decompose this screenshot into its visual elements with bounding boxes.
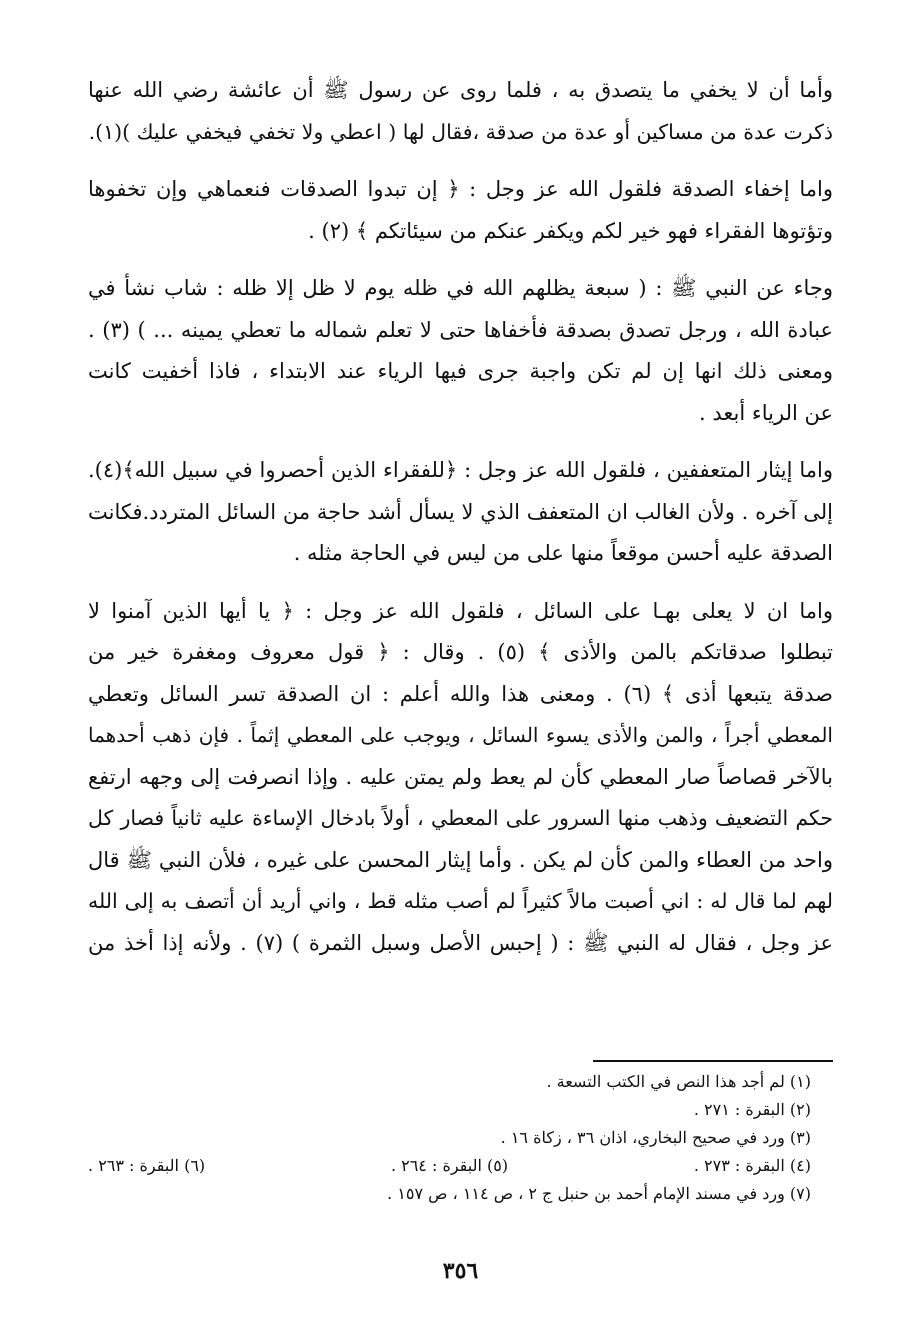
footnote-1: (١) لم أجد هذا النص في الكتب التسعة . bbox=[546, 1072, 811, 1091]
text-line: وتؤتوها الفقراء فهو خير لكم ويكفر عنكم من سيئاتكم ﴾ (٢) . bbox=[308, 218, 833, 243]
paragraph-3 bbox=[88, 268, 833, 434]
text-line: وجاء عن النبي ﷺ : ( سبعة يظلهم الله في ظله يوم لا ظل إلا ظله : شاب نشأ في bbox=[88, 276, 833, 300]
text-line: المعطي أجراً ، والمن والأذى يسوء السائل ، ويوجب على المعطي إثماً . فإن ذهب أحدهما bbox=[88, 723, 833, 747]
main-text bbox=[88, 70, 833, 980]
text-line: ذكرت عدة من مساكين أو عدة من صدقة ،فقال لها ( اعطي ولا تخفي فيخفي عليك )(١). bbox=[88, 119, 833, 144]
text-line: إلى آخره . ولأن الغالب ان المتعفف الذي لا يسأل أشد حاجة من السائل المتردد.فكانت bbox=[88, 499, 833, 524]
text-line: واحد من العطاء والمن كأن لم يكن . وأما إيثار المحسن على غيره ، فلأن النبي ﷺ قال bbox=[88, 847, 833, 872]
text-line: واما إخفاء الصدقة فلقول الله عز وجل : ﴿ إن تبدوا الصدقات فنعماهي وإن تخفوها bbox=[88, 177, 833, 201]
footnote-divider bbox=[593, 1060, 833, 1062]
footnote-7: (٧) ورد في مسند الإمام أحمد بن حنبل ج ٢ ، ص ١١٤ ، ص ١٥٧ . bbox=[387, 1184, 811, 1203]
text-line: لهم لما قال له : اني أصبت مالاً كثيراً لم أصب مثله قط ، واني أريد أن أتصف به إلى الله bbox=[88, 889, 833, 913]
footnote-4: (٤) البقرة : ٢٧٣ . bbox=[693, 1156, 811, 1175]
text-line: صدقة يتبعها أذى ﴾ (٦) . ومعنى هذا والله أعلم : ان الصدقة تسر السائل وتعطي bbox=[88, 681, 833, 706]
footnote-row bbox=[88, 1152, 811, 1180]
footnotes bbox=[88, 1068, 811, 1208]
paragraph-2 bbox=[88, 169, 833, 252]
text-line: عبادة الله ، ورجل تصدق بصدقة فأخفاها حتى لا تعلم شماله ما تعطي يمينه ... ) (٣) . bbox=[88, 317, 834, 342]
footnote-3: (٣) ورد في صحيح البخاري، اذان ٣٦ ، زكاة ١٦ . bbox=[500, 1128, 811, 1147]
text-line: واما ان لا يعلى بهـا على السائل ، فلقول الله عز وجل : ﴿ يا أيها الذين آمنوا لا bbox=[88, 598, 833, 623]
paragraph-1 bbox=[88, 70, 833, 153]
text-line: بالآخر قصاصاً صار المعطي كأن لم يعط ولم يمتن عليه . وإذا انصرفت إلى وجهه ارتفع bbox=[88, 764, 833, 789]
paragraph-5 bbox=[88, 591, 833, 965]
paragraph-4 bbox=[88, 450, 833, 575]
text-line: عز وجل ، فقال له النبي ﷺ : ( إحبس الأصل وسبل الثمرة ) (٧) . ولأنه إذا أخذ من bbox=[88, 930, 833, 955]
text-line: تبطلوا صدقاتكم بالمن والأذى ﴾ (٥) . وقال : ﴿ قول معروف ومغفرة خير من bbox=[88, 640, 833, 664]
text-line: الصدقة عليه أحسن موقعاً منها على من ليس في الحاجة مثله . bbox=[293, 541, 833, 565]
text-line: واما إيثار المتعففين ، فلقول الله عز وجل : ﴿للفقراء الذين أحصروا في سبيل الله﴾(٤). bbox=[88, 458, 833, 482]
text-line: عن الرياء أبعد . bbox=[699, 400, 833, 425]
page-number: ٣٥٦ bbox=[442, 1258, 479, 1284]
footnote-2: (٢) البقرة : ٢٧١ . bbox=[693, 1100, 811, 1119]
text-line: حكم التضعيف وذهب منها السرور على المعطي ، أولاً بادخال الإساءة عليه ثانياً فصار كل bbox=[88, 806, 833, 830]
text-line: وأما أن لا يخفي ما يتصدق به ، فلما روى عن رسول ﷺ أن عائشة رضي الله عنها bbox=[88, 78, 833, 102]
footnote-6: (٦) البقرة : ٢٦٣ . bbox=[88, 1156, 206, 1175]
text-line: ومعنى ذلك انها إن لم تكن واجبة جرى فيها الرياء عند الابتداء ، فاذا أخفيت كانت bbox=[88, 359, 833, 383]
footnote-5: (٥) البقرة : ٢٦٤ . bbox=[390, 1156, 509, 1175]
